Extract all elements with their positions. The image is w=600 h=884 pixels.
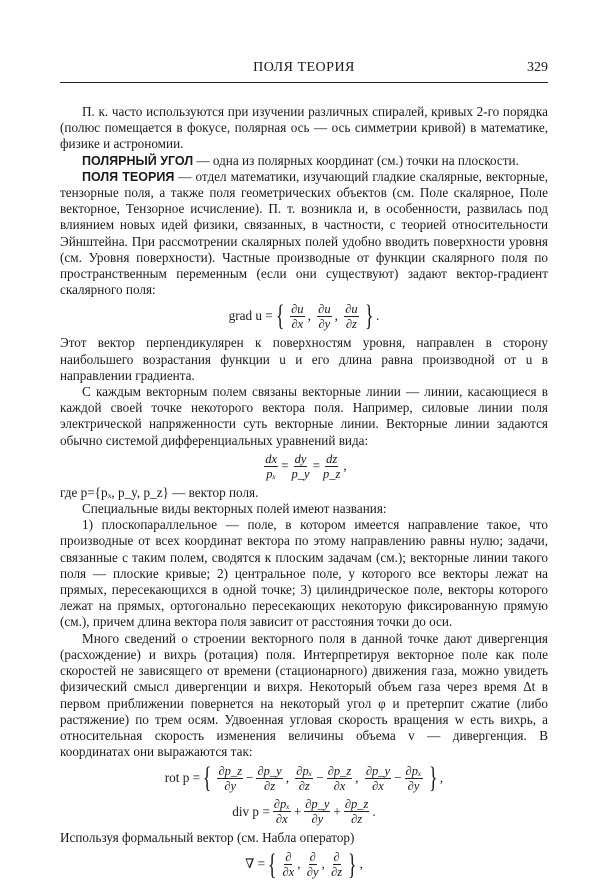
den: ∂x xyxy=(291,316,304,331)
den: ∂z xyxy=(345,316,357,331)
num: ∂p_z xyxy=(344,797,369,812)
den: ∂y xyxy=(407,778,420,793)
num: dz xyxy=(326,451,338,466)
num: ∂ xyxy=(309,850,316,865)
den: ∂y xyxy=(311,812,324,827)
den: ∂z xyxy=(298,778,310,793)
formula-lhs: div p = xyxy=(232,803,270,819)
formula-vector-lines: $\frac{dx}{\text{pₓ}}$ = $\frac{dy}{p\_y}$ = $\frac{dz}{p\_z}$ , xyxy=(265,451,347,481)
entry-text: — отдел математики, изучающий гладкие скалярные, векторные, тензорные поля, а также поля геометрических объектов (см. Поле скалярное, Поле векторное, Тензорное исчисление). П. т. возникла и, в особенности, развилась под влиянием новых идей физики, связанных, в частности, с теорией относительности Эйнштейна. При рассмотрении скалярных полей удобно вводить поверхности уровня (см. Уровня поверхности). Частные производные от функции скалярного поля по пространственным переменным (если они существуют) задают вектор-градиент скалярного поля: xyxy=(60,168,548,298)
formula-lhs: rot p = xyxy=(164,770,201,786)
formula-nabla: ∇ = { $\frac{\partial}{\partial x}$ , $\frac{\partial}{\partial y}$ , $\frac{\partial}{\partial z}$ } , xyxy=(245,847,363,881)
num: ∂u xyxy=(291,301,304,316)
den: p_y xyxy=(291,466,310,481)
den: ∂y xyxy=(224,778,237,793)
paragraph: Специальные виды векторных полей имеют названия: xyxy=(82,501,387,517)
paragraph: П. к. часто используются при изучении различных спиралей, кривых 2-го порядка (полюс помещается в фокусе, полярная ось — ось симметрии кривой) в математике, физике и астрономии. xyxy=(60,104,548,152)
article-body xyxy=(60,104,548,884)
den: ∂x xyxy=(282,865,295,880)
num: ∂p_y xyxy=(257,763,282,778)
paragraph: 1) плоскопараллельное — поле, в котором имеется направление такое, что производные от всех координат вектора по этому направлению равны нулю; задачи, связанные с таким полем, сводятся к плоским задачам (см.); векторные линии такого поля — плоские кривые; 2) центральное поле, у которого все векторы лежат на прямых, пересекающихся в одной точке; 3) цилиндрическое поле, векторы которого лежат на прямых, ортогонально пересекающих некоторую фиксированную прямую (см.), причем длина вектора поля зависит от расстояния точки до оси. xyxy=(60,517,548,630)
den: pₓ xyxy=(266,466,277,481)
num: ∂pₓ xyxy=(273,797,290,812)
formula-div: div p = $\frac{\text{∂pₓ}}{\partial x}$ + $\frac{\partial p\_y}{\partial y}$ + $\frac{\partial p\_z}{\partial z}$ . xyxy=(232,797,376,827)
num: ∂p_z xyxy=(327,763,352,778)
formula-grad: grad u = { $\frac{\partial u}{\partial x}$ , $\frac{\partial u}{\partial y}$ , $\frac{\partial u}{\partial z}$ } . xyxy=(228,299,380,333)
num: ∂u xyxy=(345,301,358,316)
entry-polar-angle xyxy=(60,153,548,169)
den: p_z xyxy=(323,466,341,481)
paragraph: С каждым векторным полем связаны векторные линии — линии, касающиеся в каждой своей точке некоторого вектора поля. Например, силовые линии поля электрической напряженности суть векторные линии. Векторные линии задаются обычно системой дифференциальных уравнений вида: xyxy=(60,384,548,448)
num: ∂p_z xyxy=(218,763,243,778)
entry-term: ПОЛЯ ТЕОРИЯ xyxy=(82,169,175,184)
num: ∂u xyxy=(318,301,331,316)
paragraph: Много сведений о строении векторного поля в данной точке дают дивергенция (расхождение) и вихрь (ротация) поля. Интерпретируя векторное поле как поле скоростей не зависящего от времени (стационарного) движения газа, можно увидеть физический смысл дивергенции и вихря. Некоторый объем газа через время Δt в первом приближении повернется на некоторый угол φ и претерпит сжатие (либо растяжение) по трем осям. Удвоенная угловая скорость вращения w есть вихрь, а относительная скорость изменения величины объема v — дивергенция. В координатах они выражаются так: xyxy=(60,630,548,760)
running-header xyxy=(60,60,548,80)
num: ∂ xyxy=(333,850,340,865)
formula-rot: rot p = { $\frac{\partial p\_z}{\partial y}$ − $\frac{\partial p\_y}{\partial z}$ , $\frac{\text{∂pₓ}}{\partial z}$ − $\frac{\partial p\_z}{\partial x}$ , $\frac{\partial p\_y}{\partial x}$ − $\frac{\text{∂pₓ}}{\partial y}$ } , xyxy=(164,761,444,795)
entry-term: ПОЛЯРНЫЙ УГОЛ xyxy=(82,153,194,168)
den: ∂z xyxy=(264,778,276,793)
num: ∂p_y xyxy=(365,763,391,778)
paragraph: Используя формальный вектор (см. Набла оператор) xyxy=(60,830,355,846)
header-title: ПОЛЯ ТЕОРИЯ xyxy=(253,60,355,75)
entry-field-theory xyxy=(60,169,548,299)
paragraph: Этот вектор перпендикулярен к поверхностям уровня, направлен в сторону наибольшего возрастания функции u и его длина равна производной от u в направлении градиента. xyxy=(60,335,548,383)
page-number: 329 xyxy=(527,60,548,75)
formula-lhs: ∇ = xyxy=(245,856,266,872)
den: ∂y xyxy=(318,316,331,331)
den: ∂y xyxy=(306,865,319,880)
den: ∂x xyxy=(275,812,288,827)
num: dx xyxy=(265,451,278,466)
den: ∂x xyxy=(372,778,384,793)
den: ∂z xyxy=(351,812,363,827)
num: ∂pₓ xyxy=(296,763,313,778)
den: ∂z xyxy=(331,865,343,880)
num: ∂pₓ xyxy=(405,763,422,778)
paragraph: где p={pₓ, p_y, p_z} — вектор поля. xyxy=(60,484,259,500)
header-rule xyxy=(60,82,548,83)
num: ∂p_y xyxy=(305,797,330,812)
den: ∂x xyxy=(333,778,346,793)
num: dy xyxy=(294,451,307,466)
formula-lhs: grad u = xyxy=(228,308,273,324)
entry-text: — одна из полярных координат (см.) точки на плоскости. xyxy=(193,152,519,168)
num: ∂ xyxy=(285,850,292,865)
